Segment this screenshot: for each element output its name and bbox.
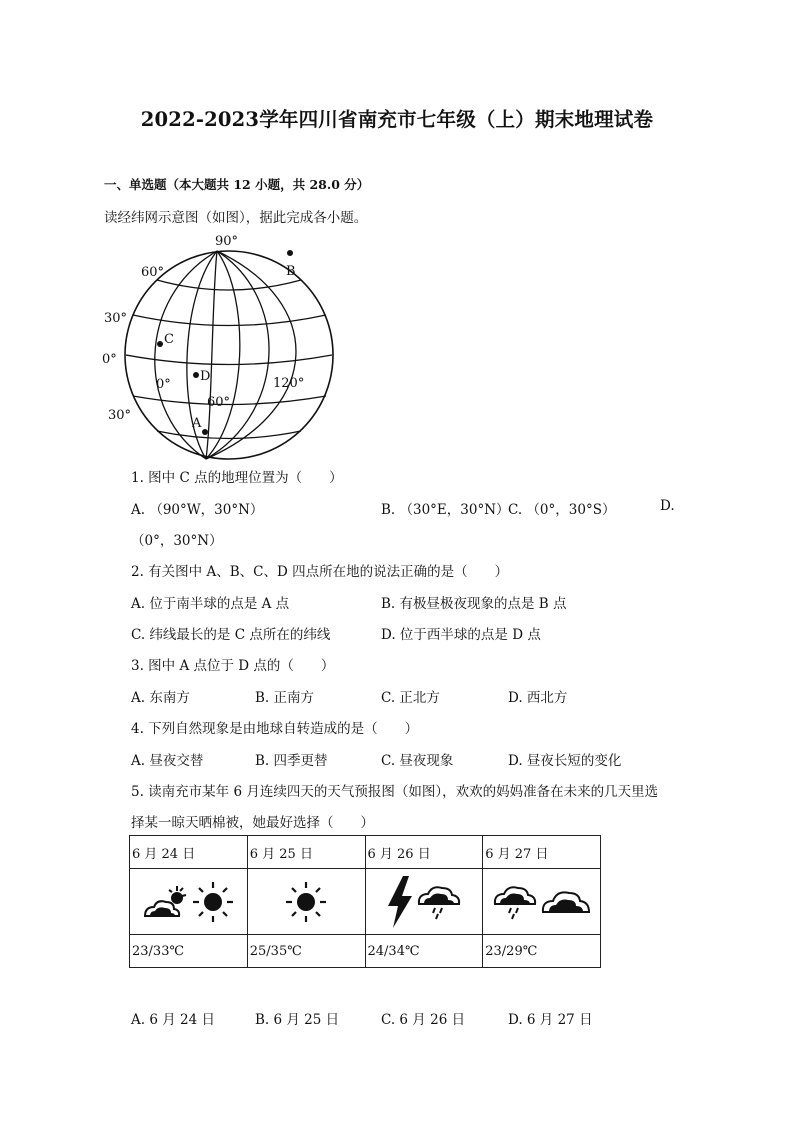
cloud-icon (539, 884, 593, 920)
label-lat30s: 30° (108, 408, 132, 423)
q2-option-a[interactable]: A. 位于南半球的点是 A 点 (131, 596, 290, 612)
label-lat60: 60° (141, 265, 165, 280)
meridians (155, 251, 296, 459)
label-point-a: A (192, 416, 202, 431)
q3-option-c[interactable]: C. 正北方 (381, 690, 440, 706)
q4-option-b[interactable]: B. 四季更替 (255, 753, 328, 769)
q5-stem-line2: 择某一晾天晒棉被，她最好选择（ ） (131, 815, 374, 831)
label-equator: 0° (102, 352, 117, 367)
weather-date-1: 6 月 24 日 (130, 836, 248, 869)
point-a-marker (202, 429, 208, 435)
weather-temp-1: 23/33℃ (130, 935, 248, 968)
q3-option-d[interactable]: D. 西北方 (508, 690, 568, 706)
label-lat30n: 30° (104, 311, 128, 326)
label-lon60: 60° (207, 395, 231, 410)
parallels (126, 280, 332, 439)
point-c-marker (157, 341, 163, 347)
cloud-sun-icon (141, 882, 191, 922)
rain-cloud-icon (491, 882, 539, 922)
sun-icon (191, 880, 235, 924)
q1-option-d-label[interactable]: D. (660, 498, 675, 514)
weather-date-3: 6 月 26 日 (365, 836, 483, 869)
weather-temp-4: 23/29℃ (483, 935, 601, 968)
label-lon0: 0° (156, 377, 171, 392)
page-title: 2022-2023学年四川省南充市七年级（上）期末地理试卷 (140, 108, 654, 131)
lightning-icon (385, 874, 415, 930)
q5-option-c[interactable]: C. 6 月 26 日 (381, 1012, 466, 1028)
weather-date-2: 6 月 25 日 (247, 836, 365, 869)
label-90: 90° (215, 234, 239, 249)
globe-outline (125, 251, 333, 459)
q1-option-a[interactable]: A. （90°W，30°N） (131, 502, 264, 518)
label-point-c: C (164, 332, 174, 347)
q1-option-d-value[interactable]: （0°，30°N） (131, 533, 223, 549)
intro-text: 读经纬网示意图（如图），据此完成各小题。 (104, 210, 368, 226)
q1-option-c[interactable]: C. （0°，30°S） (508, 502, 616, 518)
label-point-d: D (200, 369, 211, 384)
q5-option-d[interactable]: D. 6 月 27 日 (508, 1012, 593, 1028)
weather-forecast-table (129, 835, 601, 968)
point-d-marker (193, 372, 199, 378)
rain-cloud-icon (415, 882, 463, 922)
q2-option-c[interactable]: C. 纬线最长的是 C 点所在的纬线 (131, 627, 331, 643)
weather-temp-2: 25/35℃ (247, 935, 365, 968)
q3-option-b[interactable]: B. 正南方 (255, 690, 315, 706)
q2-option-b[interactable]: B. 有极昼极夜现象的点是 B 点 (381, 596, 567, 612)
q3-option-a[interactable]: A. 东南方 (131, 690, 190, 706)
q1-stem: 1. 图中 C 点的地理位置为（ ） (131, 470, 343, 486)
weather-date-4: 6 月 27 日 (483, 836, 601, 869)
q2-stem: 2. 有关图中 A、B、C、D 四点所在地的说法正确的是（ ） (131, 564, 509, 580)
weather-temp-3: 24/34℃ (365, 935, 483, 968)
label-point-b: B (286, 264, 296, 279)
q2-option-d[interactable]: D. 位于西半球的点是 D 点 (381, 627, 541, 643)
sun-icon (284, 880, 328, 924)
weather-icons-2 (247, 869, 365, 935)
section-heading: 一、单选题（本大题共 12 小题，共 28.0 分） (104, 177, 370, 192)
q5-option-b[interactable]: B. 6 月 25 日 (255, 1012, 340, 1028)
graticule-diagram (100, 228, 340, 460)
label-lon120: 120° (273, 376, 305, 391)
point-b-marker (287, 250, 293, 256)
q1-option-b[interactable]: B. （30°E，30°N） (381, 502, 510, 518)
q5-stem-line1: 5. 读南充市某年 6 月连续四天的天气预报图（如图），欢欢的妈妈准备在未来的几天里选 (131, 784, 659, 800)
weather-icons-4 (483, 869, 601, 935)
q4-option-a[interactable]: A. 昼夜交替 (131, 753, 204, 769)
q4-option-c[interactable]: C. 昼夜现象 (381, 753, 454, 769)
q3-stem: 3. 图中 A 点位于 D 点的（ ） (131, 658, 335, 674)
weather-icons-3 (365, 869, 483, 935)
q4-stem: 4. 下列自然现象是由地球自转造成的是（ ） (131, 721, 419, 737)
weather-icons-1 (130, 869, 248, 935)
q5-option-a[interactable]: A. 6 月 24 日 (131, 1012, 215, 1028)
q4-option-d[interactable]: D. 昼夜长短的变化 (508, 753, 622, 769)
